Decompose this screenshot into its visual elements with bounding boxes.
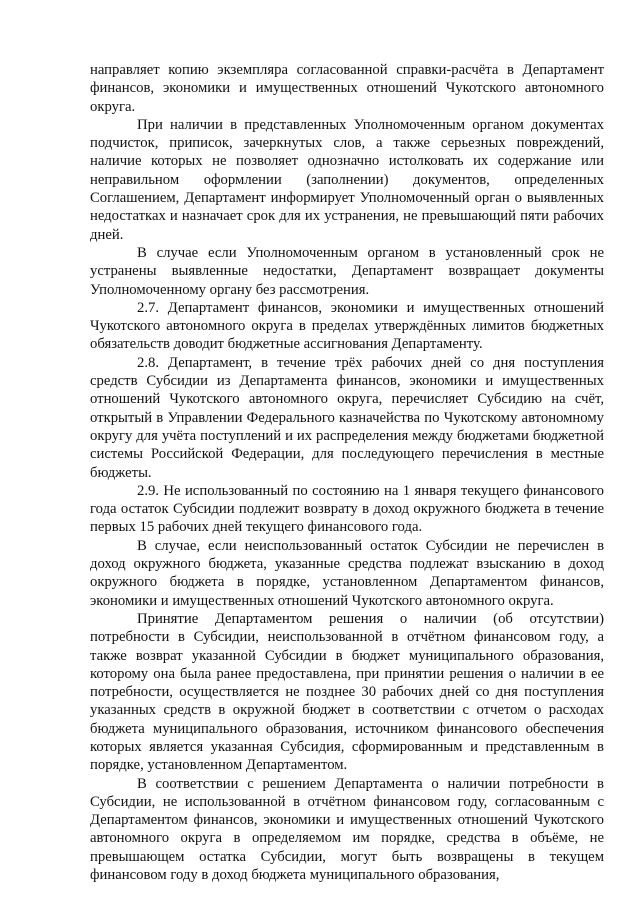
paragraph-recovery: В случае, если неиспользованный остаток Субсидии не перечислен в доход окружного бюджета, указанные средства подлежат взысканию в доход окружного бюджета в порядке, установленном Департаментом финансов, экономики и имущественных отношений Чукотского автономного округа. [90,537,604,609]
paragraph-2-7: 2.7. Департамент финансов, экономики и имущественных отношений Чукотского автономного округа в пределах утверждённых лимитов бюджетных обязательств доводит бюджетные ассигнования Департаменту. [90,299,604,353]
paragraph-defects: При наличии в представленных Уполномоченным органом документах подчисток, приписок, зачеркнутых слов, а также серьезных повреждений, наличие которых не позволяет однозначно истолковать их содержание или неправильном оформлении (заполнении) документов, определенных Соглашением, Департамент информирует Уполномоченный орган о выявленных недостатках и назначает срок для их устранения, не превышающий пяти рабочих дней. [90,116,604,243]
paragraph-return-documents: В случае если Уполномоченным органом в установленный срок не устранены выявленные недостатки, Департамент возвращает документы Уполномоченному органу без рассмотрения. [90,244,604,298]
paragraph-2-8: 2.8. Департамент, в течение трёх рабочих дней со дня поступления средств Субсидии из Департамента финансов, экономики и имущественных отношений Чукотского автономного округа, перечисляет Субсидию на счёт, открытый в Управлении Федерального казначейства по Чукотскому автономному округу для учёта поступлений и их распределения между бюджетами бюджетной системы Российской Федерации, для последующего перечисления в местные бюджеты. [90,354,604,481]
document-body [90,61,604,884]
paragraph-need-decision: Принятие Департаментом решения о наличии (об отсутствии) потребности в Субсидии, неиспользованной в отчётном финансовом году, а также возврат указанной Субсидии в бюджет муниципального образования, которому она была ранее предоставлена, при принятии решения о наличии в ее потребности, осуществляется не позднее 30 рабочих дней со дня поступления указанных средств в окружной бюджет в соответствии с отчетом о расходах бюджета муниципального образования, источником финансового обеспечения которых является указанная Субсидия, сформированным и представленным в порядке, установленном Департаментом. [90,610,604,774]
paragraph-continuation: направляет копию экземпляра согласованной справки-расчёта в Департамент финансов, экономики и имущественных отношений Чукотского автономного округа. [90,62,604,115]
paragraph-return-to-municipal: В соответствии с решением Департамента о наличии потребности в Субсидии, не использованной в отчётном финансовом году, согласованным с Департаментом финансов, экономики и имущественных отношений Чукотского автономного округа в определяемом им порядке, средства в объёме, не превышающем остатка Субсидии, могут быть возвращены в текущем финансовом году в доход бюджета муниципального образования, [90,775,604,884]
paragraph-2-9: 2.9. Не использованный по состоянию на 1 января текущего финансового года остаток Субсидии подлежит возврату в доход окружного бюджета в течение первых 15 рабочих дней текущего финансового года. [90,482,604,536]
